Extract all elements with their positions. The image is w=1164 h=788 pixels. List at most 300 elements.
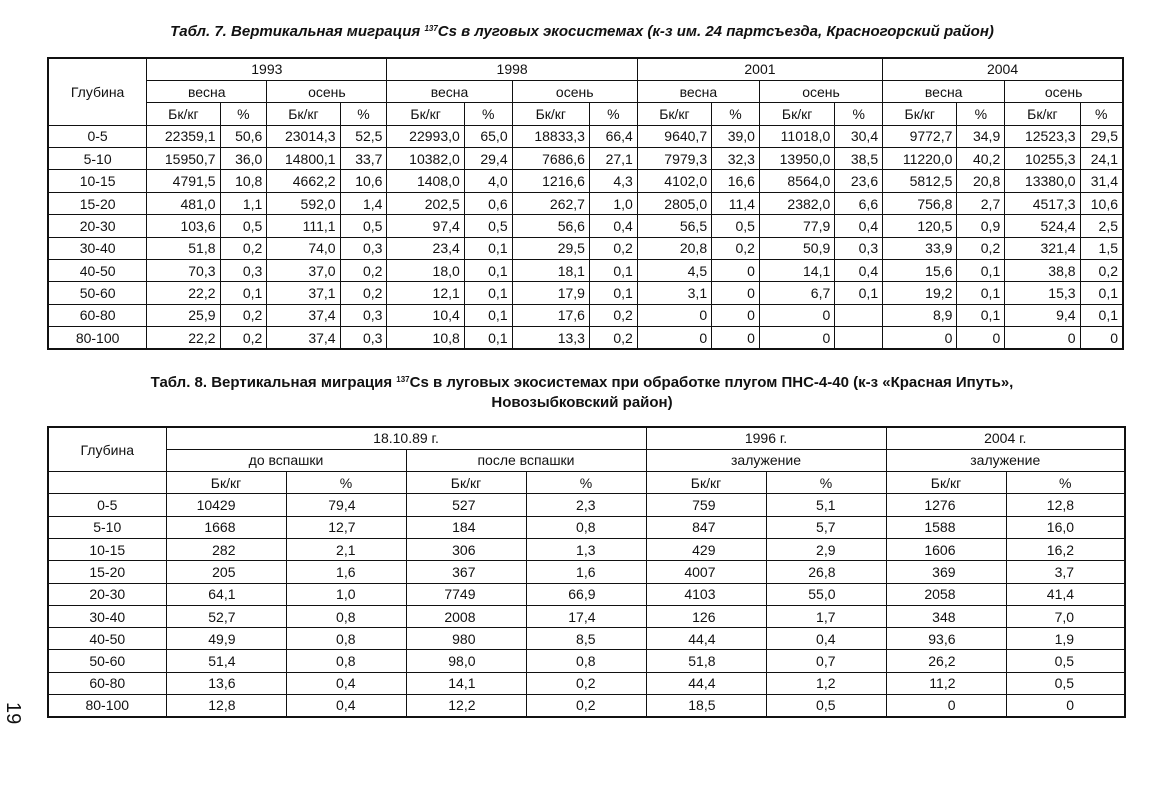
value-cell: 16,0 — [1006, 516, 1125, 538]
value-cell: 29,5 — [512, 237, 589, 259]
unit-header: % — [1006, 472, 1125, 494]
value-cell: 10,4 — [387, 304, 464, 326]
value-cell: 29,4 — [464, 148, 512, 170]
value-cell: 0,4 — [286, 695, 406, 717]
table-row — [48, 494, 1125, 516]
value-cell: 0,2 — [220, 327, 267, 349]
value-cell: 7686,6 — [512, 148, 589, 170]
value-cell: 0,3 — [220, 260, 267, 282]
value-cell: 481,0 — [147, 192, 220, 214]
value-cell: 9,4 — [1005, 304, 1080, 326]
value-cell: 1,2 — [766, 672, 886, 694]
table-row — [48, 237, 1123, 259]
season-header: осень — [512, 80, 637, 102]
value-cell: 4,3 — [589, 170, 637, 192]
unit-header: Бк/кг — [883, 103, 957, 125]
table-8-body — [48, 494, 1125, 717]
depth-header: Глубина — [48, 58, 147, 125]
table-row — [48, 170, 1123, 192]
unit-header: Бк/кг — [406, 472, 526, 494]
value-cell: 13380,0 — [1005, 170, 1080, 192]
value-cell: 0,5 — [1006, 672, 1125, 694]
value-cell: 0 — [712, 304, 760, 326]
value-cell: 52,5 — [340, 125, 387, 147]
year-header: 2004 — [883, 58, 1123, 80]
value-cell: 14,1 — [406, 672, 526, 694]
treatment-header: залужение — [646, 449, 886, 471]
value-cell: 0,8 — [526, 516, 646, 538]
value-cell: 39,0 — [712, 125, 760, 147]
value-cell: 6,7 — [759, 282, 834, 304]
value-cell: 0,3 — [340, 327, 387, 349]
value-cell: 0,3 — [835, 237, 883, 259]
depth-cell: 60-80 — [48, 304, 147, 326]
value-cell: 2,3 — [526, 494, 646, 516]
depth-cell: 0-5 — [48, 494, 166, 516]
value-cell: 0 — [759, 327, 834, 349]
table-row — [48, 282, 1123, 304]
value-cell: 0,1 — [957, 282, 1005, 304]
value-cell: 13,6 — [166, 672, 286, 694]
value-cell: 26,8 — [766, 561, 886, 583]
value-cell: 1,4 — [340, 192, 387, 214]
value-cell: 0,4 — [835, 215, 883, 237]
value-cell: 1,6 — [526, 561, 646, 583]
value-cell: 2,5 — [1080, 215, 1123, 237]
depth-cell: 5-10 — [48, 516, 166, 538]
table-row — [48, 192, 1123, 214]
value-cell: 1216,6 — [512, 170, 589, 192]
value-cell: 13950,0 — [759, 148, 834, 170]
value-cell: 0,1 — [464, 304, 512, 326]
unit-header: Бк/кг — [267, 103, 340, 125]
season-header: весна — [883, 80, 1005, 102]
value-cell: 33,7 — [340, 148, 387, 170]
value-cell: 0,5 — [464, 215, 512, 237]
value-cell: 18,5 — [646, 695, 766, 717]
depth-cell: 50-60 — [48, 650, 166, 672]
value-cell: 23,6 — [835, 170, 883, 192]
value-cell: 0,2 — [589, 237, 637, 259]
value-cell: 10,8 — [220, 170, 267, 192]
season-header: весна — [387, 80, 512, 102]
value-cell: 111,1 — [267, 215, 340, 237]
value-cell: 12,7 — [286, 516, 406, 538]
value-cell: 205 — [166, 561, 286, 583]
depth-cell: 10-15 — [48, 538, 166, 560]
value-cell: 0,5 — [712, 215, 760, 237]
value-cell: 0 — [637, 304, 711, 326]
depth-cell: 60-80 — [48, 672, 166, 694]
season-header: весна — [147, 80, 267, 102]
value-cell: 0,1 — [464, 237, 512, 259]
value-cell: 14800,1 — [267, 148, 340, 170]
table-8-title-line2: Новозыбковский район) — [491, 394, 673, 411]
value-cell: 0,6 — [464, 192, 512, 214]
unit-header: % — [1080, 103, 1123, 125]
value-cell: 20,8 — [637, 237, 711, 259]
table-7-title: Табл. 7. Вертикальная миграция $^{137}$Cs в луговых экосистемах (к-з им. 24 партсъезда, Красногорский район) — [170, 23, 994, 40]
value-cell: 56,5 — [637, 215, 711, 237]
value-cell: 22,2 — [147, 282, 220, 304]
unit-header: Бк/кг — [147, 103, 220, 125]
value-cell: 0,1 — [464, 327, 512, 349]
value-cell: 15,6 — [883, 260, 957, 282]
value-cell: 12,1 — [387, 282, 464, 304]
depth-cell: 5-10 — [48, 148, 147, 170]
table-8-title-line1: Табл. 8. Вертикальная миграция $^{137}$Cs в луговых экосистемах при обработке плугом ПНС-4-40 (к-з «Красная Ипуть», — [150, 374, 1014, 391]
value-cell: 524,4 — [1005, 215, 1080, 237]
value-cell: 11,4 — [712, 192, 760, 214]
year-header: 1993 — [147, 58, 387, 80]
value-cell: 0 — [886, 695, 1006, 717]
value-cell: 4,5 — [637, 260, 711, 282]
table-row — [48, 605, 1125, 627]
value-cell: 19,2 — [883, 282, 957, 304]
value-cell: 22,2 — [147, 327, 220, 349]
value-cell: 10,8 — [387, 327, 464, 349]
value-cell: 20,8 — [957, 170, 1005, 192]
value-cell: 756,8 — [883, 192, 957, 214]
value-cell: 0,9 — [957, 215, 1005, 237]
value-cell: 10382,0 — [387, 148, 464, 170]
value-cell: 11220,0 — [883, 148, 957, 170]
value-cell: 3,1 — [637, 282, 711, 304]
value-cell: 0,3 — [340, 304, 387, 326]
value-cell: 0,2 — [589, 304, 637, 326]
value-cell: 51,8 — [646, 650, 766, 672]
unit-header: % — [464, 103, 512, 125]
treatment-header: до вспашки — [166, 449, 406, 471]
value-cell: 10,6 — [340, 170, 387, 192]
value-cell: 10,6 — [1080, 192, 1123, 214]
value-cell: 0,1 — [957, 304, 1005, 326]
value-cell: 262,7 — [512, 192, 589, 214]
value-cell: 4007 — [646, 561, 766, 583]
value-cell: 0 — [712, 327, 760, 349]
table-row — [48, 538, 1125, 560]
depth-cell: 30-40 — [48, 237, 147, 259]
value-cell: 25,9 — [147, 304, 220, 326]
date-header: 2004 г. — [886, 427, 1125, 449]
table-row — [48, 304, 1123, 326]
table-row — [48, 561, 1125, 583]
value-cell — [835, 304, 883, 326]
value-cell: 980 — [406, 628, 526, 650]
value-cell: 0,5 — [1006, 650, 1125, 672]
value-cell: 55,0 — [766, 583, 886, 605]
value-cell: 23014,3 — [267, 125, 340, 147]
depth-cell: 40-50 — [48, 628, 166, 650]
value-cell: 66,4 — [589, 125, 637, 147]
table-row — [48, 260, 1123, 282]
value-cell: 0,2 — [589, 327, 637, 349]
depth-cell: 15-20 — [48, 192, 147, 214]
value-cell: 22359,1 — [147, 125, 220, 147]
value-cell: 0,2 — [526, 672, 646, 694]
value-cell: 1,3 — [526, 538, 646, 560]
value-cell: 40,2 — [957, 148, 1005, 170]
depth-header: Глубина — [48, 427, 166, 472]
value-cell: 29,5 — [1080, 125, 1123, 147]
value-cell: 847 — [646, 516, 766, 538]
value-cell: 1276 — [886, 494, 1006, 516]
table-row — [48, 672, 1125, 694]
table-7-body — [48, 125, 1123, 349]
depth-cell: 50-60 — [48, 282, 147, 304]
value-cell: 38,8 — [1005, 260, 1080, 282]
value-cell: 103,6 — [147, 215, 220, 237]
value-cell: 0,8 — [286, 650, 406, 672]
value-cell: 12,8 — [166, 695, 286, 717]
value-cell: 0,1 — [1080, 282, 1123, 304]
value-cell: 37,1 — [267, 282, 340, 304]
unit-header: Бк/кг — [387, 103, 464, 125]
value-cell: 27,1 — [589, 148, 637, 170]
value-cell: 30,4 — [835, 125, 883, 147]
value-cell: 49,9 — [166, 628, 286, 650]
value-cell: 369 — [886, 561, 1006, 583]
value-cell: 0,2 — [340, 260, 387, 282]
unit-header: % — [589, 103, 637, 125]
value-cell: 10255,3 — [1005, 148, 1080, 170]
value-cell: 0 — [712, 260, 760, 282]
value-cell: 31,4 — [1080, 170, 1123, 192]
value-cell: 0,4 — [589, 215, 637, 237]
depth-cell: 15-20 — [48, 561, 166, 583]
value-cell: 0,1 — [220, 282, 267, 304]
value-cell: 0 — [1005, 327, 1080, 349]
value-cell: 26,2 — [886, 650, 1006, 672]
unit-header: % — [712, 103, 760, 125]
value-cell: 5,1 — [766, 494, 886, 516]
value-cell: 0,2 — [712, 237, 760, 259]
value-cell: 44,4 — [646, 672, 766, 694]
table-row — [48, 583, 1125, 605]
value-cell: 527 — [406, 494, 526, 516]
value-cell: 70,3 — [147, 260, 220, 282]
value-cell: 0,2 — [220, 237, 267, 259]
unit-header: Бк/кг — [646, 472, 766, 494]
depth-cell: 20-30 — [48, 215, 147, 237]
value-cell: 51,4 — [166, 650, 286, 672]
value-cell: 0,4 — [835, 260, 883, 282]
value-cell: 12,2 — [406, 695, 526, 717]
value-cell: 50,6 — [220, 125, 267, 147]
season-header: осень — [267, 80, 387, 102]
value-cell: 9640,7 — [637, 125, 711, 147]
value-cell: 37,4 — [267, 327, 340, 349]
value-cell: 98,0 — [406, 650, 526, 672]
value-cell: 0,1 — [464, 282, 512, 304]
depth-cell: 10-15 — [48, 170, 147, 192]
value-cell: 24,1 — [1080, 148, 1123, 170]
value-cell: 37,0 — [267, 260, 340, 282]
value-cell: 77,9 — [759, 215, 834, 237]
value-cell: 38,5 — [835, 148, 883, 170]
value-cell: 0,8 — [526, 650, 646, 672]
value-cell: 0 — [1006, 695, 1125, 717]
value-cell: 15950,7 — [147, 148, 220, 170]
value-cell: 0,2 — [957, 237, 1005, 259]
value-cell: 8564,0 — [759, 170, 834, 192]
unit-header: % — [957, 103, 1005, 125]
value-cell: 65,0 — [464, 125, 512, 147]
value-cell: 2382,0 — [759, 192, 834, 214]
table-7 — [47, 57, 1124, 350]
value-cell: 0 — [712, 282, 760, 304]
value-cell: 0,5 — [220, 215, 267, 237]
value-cell: 0 — [759, 304, 834, 326]
value-cell: 0,4 — [286, 672, 406, 694]
value-cell: 1,0 — [589, 192, 637, 214]
value-cell: 11018,0 — [759, 125, 834, 147]
value-cell: 2,1 — [286, 538, 406, 560]
value-cell: 0,1 — [957, 260, 1005, 282]
value-cell: 17,9 — [512, 282, 589, 304]
unit-header: % — [766, 472, 886, 494]
value-cell: 7979,3 — [637, 148, 711, 170]
value-cell: 7749 — [406, 583, 526, 605]
value-cell: 56,6 — [512, 215, 589, 237]
value-cell: 0,4 — [766, 628, 886, 650]
value-cell: 2805,0 — [637, 192, 711, 214]
season-header: осень — [759, 80, 882, 102]
value-cell: 14,1 — [759, 260, 834, 282]
value-cell: 34,9 — [957, 125, 1005, 147]
value-cell: 0 — [957, 327, 1005, 349]
unit-header: Бк/кг — [637, 103, 711, 125]
value-cell: 32,3 — [712, 148, 760, 170]
value-cell: 0,8 — [286, 605, 406, 627]
value-cell: 16,2 — [1006, 538, 1125, 560]
value-cell: 0,2 — [1080, 260, 1123, 282]
table-row — [48, 327, 1123, 349]
value-cell: 321,4 — [1005, 237, 1080, 259]
value-cell: 1,6 — [286, 561, 406, 583]
date-header: 18.10.89 г. — [166, 427, 646, 449]
value-cell: 11,2 — [886, 672, 1006, 694]
value-cell: 12,8 — [1006, 494, 1125, 516]
value-cell: 1588 — [886, 516, 1006, 538]
treatment-header: после вспашки — [406, 449, 646, 471]
value-cell: 1,9 — [1006, 628, 1125, 650]
value-cell: 348 — [886, 605, 1006, 627]
value-cell: 0 — [637, 327, 711, 349]
value-cell: 74,0 — [267, 237, 340, 259]
value-cell: 1,5 — [1080, 237, 1123, 259]
value-cell: 50,9 — [759, 237, 834, 259]
table-row — [48, 650, 1125, 672]
value-cell: 97,4 — [387, 215, 464, 237]
value-cell: 5812,5 — [883, 170, 957, 192]
value-cell: 0,3 — [340, 237, 387, 259]
value-cell: 64,1 — [166, 583, 286, 605]
depth-cell: 80-100 — [48, 327, 147, 349]
value-cell: 592,0 — [267, 192, 340, 214]
value-cell: 0,7 — [766, 650, 886, 672]
value-cell: 4102,0 — [637, 170, 711, 192]
treatment-header: залужение — [886, 449, 1125, 471]
value-cell: 429 — [646, 538, 766, 560]
table-row — [48, 125, 1123, 147]
unit-header: % — [286, 472, 406, 494]
value-cell: 93,6 — [886, 628, 1006, 650]
value-cell: 1,1 — [220, 192, 267, 214]
value-cell: 0 — [1080, 327, 1123, 349]
value-cell: 13,3 — [512, 327, 589, 349]
value-cell: 7,0 — [1006, 605, 1125, 627]
value-cell: 22993,0 — [387, 125, 464, 147]
date-header: 1996 г. — [646, 427, 886, 449]
value-cell: 0,1 — [1080, 304, 1123, 326]
table-8 — [47, 426, 1126, 718]
value-cell: 8,5 — [526, 628, 646, 650]
value-cell: 17,6 — [512, 304, 589, 326]
value-cell: 12523,3 — [1005, 125, 1080, 147]
value-cell: 4662,2 — [267, 170, 340, 192]
value-cell: 0,1 — [589, 260, 637, 282]
value-cell: 0,1 — [589, 282, 637, 304]
table-row — [48, 695, 1125, 717]
value-cell: 16,6 — [712, 170, 760, 192]
value-cell: 306 — [406, 538, 526, 560]
value-cell: 52,7 — [166, 605, 286, 627]
unit-header: Бк/кг — [886, 472, 1006, 494]
depth-cell: 40-50 — [48, 260, 147, 282]
value-cell: 126 — [646, 605, 766, 627]
depth-cell: 30-40 — [48, 605, 166, 627]
value-cell: 120,5 — [883, 215, 957, 237]
value-cell: 3,7 — [1006, 561, 1125, 583]
value-cell: 51,8 — [147, 237, 220, 259]
value-cell: 79,4 — [286, 494, 406, 516]
value-cell: 17,4 — [526, 605, 646, 627]
value-cell: 0,8 — [286, 628, 406, 650]
value-cell: 1,0 — [286, 583, 406, 605]
value-cell: 1408,0 — [387, 170, 464, 192]
depth-cell: 0-5 — [48, 125, 147, 147]
value-cell: 15,3 — [1005, 282, 1080, 304]
value-cell: 18,1 — [512, 260, 589, 282]
value-cell: 1,7 — [766, 605, 886, 627]
year-header: 2001 — [637, 58, 882, 80]
unit-header: Бк/кг — [759, 103, 834, 125]
value-cell: 1606 — [886, 538, 1006, 560]
value-cell: 202,5 — [387, 192, 464, 214]
unit-header: % — [220, 103, 267, 125]
unit-header: Бк/кг — [166, 472, 286, 494]
value-cell: 184 — [406, 516, 526, 538]
unit-header: % — [340, 103, 387, 125]
value-cell: 5,7 — [766, 516, 886, 538]
value-cell: 9772,7 — [883, 125, 957, 147]
value-cell: 4517,3 — [1005, 192, 1080, 214]
value-cell: 37,4 — [267, 304, 340, 326]
value-cell: 41,4 — [1006, 583, 1125, 605]
value-cell: 23,4 — [387, 237, 464, 259]
value-cell: 367 — [406, 561, 526, 583]
value-cell: 759 — [646, 494, 766, 516]
value-cell: 66,9 — [526, 583, 646, 605]
season-header: весна — [637, 80, 759, 102]
value-cell: 2008 — [406, 605, 526, 627]
table-row — [48, 628, 1125, 650]
unit-header: Бк/кг — [1005, 103, 1080, 125]
unit-header: % — [526, 472, 646, 494]
value-cell: 8,9 — [883, 304, 957, 326]
depth-cell: 80-100 — [48, 695, 166, 717]
